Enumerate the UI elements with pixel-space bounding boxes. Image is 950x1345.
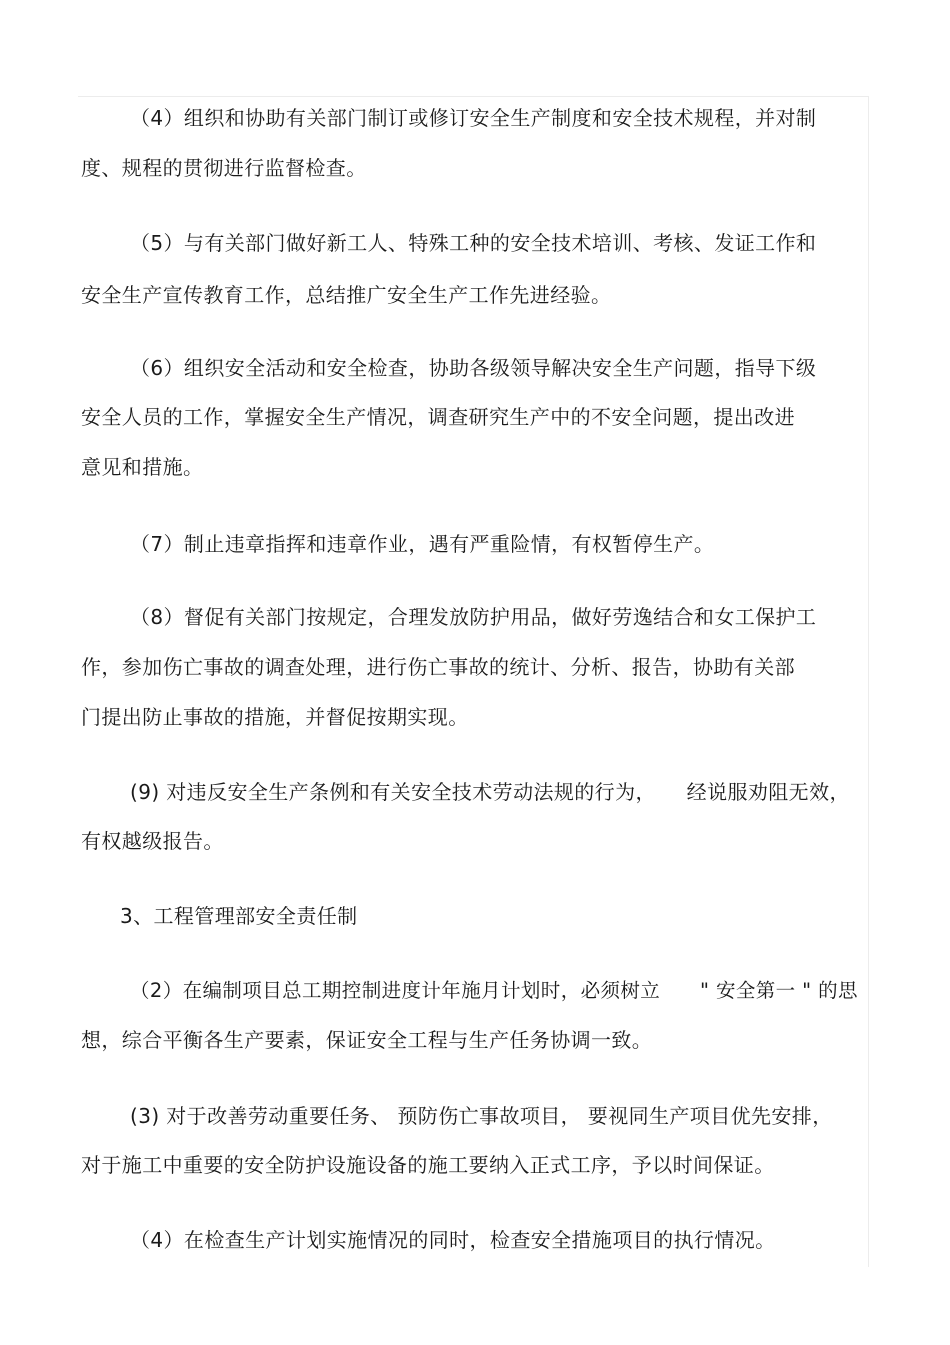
text-line: （4）组织和协助有关部门制订或修订安全生产制度和安全技术规程，并对制 <box>130 106 817 130</box>
text-line: 安全生产宣传教育工作，总结推广安全生产工作先进经验。 <box>81 283 612 307</box>
text-line: 意见和措施。 <box>81 455 204 479</box>
text-line: 安全人员的工作，掌握安全生产情况，调查研究生产中的不安全问题，提出改进 <box>81 405 795 429</box>
page-frame <box>78 96 869 1267</box>
text-line: 作，参加伤亡事故的调查处理，进行伤亡事故的统计、分析、报告，协助有关部 <box>81 655 795 679</box>
text-line: 想，综合平衡各生产要素，保证安全工程与生产任务协调一致。 <box>81 1028 653 1052</box>
text-line: （7）制止违章指挥和违章作业，遇有严重险情，有权暂停生产。 <box>130 532 715 556</box>
text-line: 门提出防止事故的措施，并督促按期实现。 <box>81 705 469 729</box>
text-line: （8）督促有关部门按规定，合理发放防护用品，做好劳逸结合和女工保护工 <box>130 605 817 629</box>
text-line: （6）组织安全活动和安全检查，协助各级领导解决安全生产问题，指导下级 <box>130 356 817 380</box>
text-line: （4）在检查生产计划实施情况的同时，检查安全措施项目的执行情况。 <box>130 1228 776 1252</box>
section-title: 3、工程管理部安全责任制 <box>120 904 358 928</box>
text-line: 度、规程的贯彻进行监督检查。 <box>81 156 367 180</box>
text-line: （2）在编制项目总工期控制进度计年施月计划时，必须树立 " 安全第一 " 的思 <box>130 979 858 1002</box>
text-line: (9) 对违反安全生产条例和有关安全技术劳动法规的行为， 经说服劝阻无效， <box>130 780 850 804</box>
text-line: 有权越级报告。 <box>81 829 224 853</box>
text-line: (3) 对于改善劳动重要任务、 预防伤亡事故项目， 要视同生产项目优先安排， <box>130 1104 833 1128</box>
text-line: （5）与有关部门做好新工人、特殊工种的安全技术培训、考核、发证工作和 <box>130 231 817 255</box>
text-line: 对于施工中重要的安全防护设施设备的施工要纳入正式工序，予以时间保证。 <box>81 1153 775 1177</box>
